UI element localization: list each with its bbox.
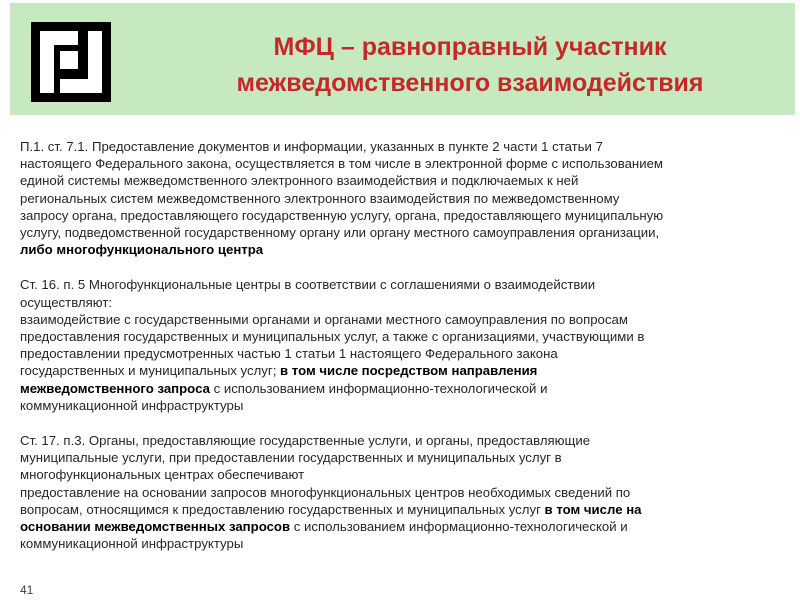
text-line: запросу органа, предоставляющего государственную услугу, органа, предоставляющего муниципальную bbox=[20, 207, 664, 223]
text-line: единой системы межведомственного электронного взаимодействия и подключаемых к ней bbox=[20, 173, 579, 189]
text-line bbox=[20, 241, 780, 258]
text-line: Ст. 17. п.3. Органы, предоставляющие государственные услуги, и органы, предоставляющие bbox=[20, 433, 591, 449]
paragraph-article-7-1 bbox=[20, 138, 780, 258]
text-line: региональных систем межведомственного электронного взаимодействия по межведомственному bbox=[20, 190, 620, 206]
logo-square-inner bbox=[60, 51, 78, 69]
text-line: коммуникационной инфраструктуры bbox=[20, 397, 244, 413]
text-segment: с использованием информационно-технологической и bbox=[290, 519, 628, 535]
page-number: 41 bbox=[20, 583, 34, 597]
bold-phrase: в том числе на bbox=[544, 501, 642, 517]
text-line: Ст. 16. п. 5 Многофункциональные центры в соответствии с соглашениями о взаимодействии bbox=[20, 277, 596, 293]
text-line: предоставлении предусмотренных частью 1 статьи 1 настоящего Федерального закона bbox=[20, 346, 558, 362]
slide-title bbox=[140, 29, 800, 101]
text-line: настоящего Федерального закона, осуществляется в том числе в электронной форме с использованием bbox=[20, 156, 663, 172]
text-line bbox=[20, 362, 780, 379]
text-line: предоставления государственных и муниципальных услуг, а также с организациями, участвующими в bbox=[20, 329, 645, 345]
body-text bbox=[20, 138, 780, 552]
bold-phrase: в том числе посредством направления bbox=[280, 363, 538, 379]
text-segment: государственных и муниципальных услуг; bbox=[20, 363, 281, 379]
text-segment: вопросам, относящимся к предоставлению государственных и муниципальных услуг bbox=[20, 501, 545, 517]
paragraph-article-17 bbox=[20, 432, 780, 552]
text-line bbox=[20, 380, 780, 397]
paragraph-article-16 bbox=[20, 276, 780, 414]
bold-phrase: либо многофункционального центра bbox=[20, 242, 264, 258]
text-line: осуществляют: bbox=[20, 294, 113, 310]
mfc-logo-icon bbox=[31, 22, 111, 102]
title-line-1: МФЦ – равноправный участник bbox=[273, 33, 667, 61]
text-line: муниципальные услуги, при предоставлении государственных и муниципальных услуг в bbox=[20, 450, 562, 466]
text-line: коммуникационной инфраструктуры bbox=[20, 536, 244, 552]
title-line-2: межведомственного взаимодействия bbox=[236, 69, 704, 97]
text-line: П.1. ст. 7.1. Предоставление документов и информации, указанных в пункте 2 части 1 статьи 7 bbox=[20, 139, 603, 154]
text-line: взаимодействие с государственными органами и органами местного самоуправления по вопросам bbox=[20, 311, 628, 327]
text-line: предоставление на основании запросов многофункциональных центров необходимых сведений по bbox=[20, 484, 631, 500]
logo-bar-bottom bbox=[60, 79, 102, 93]
text-segment: с использованием информационно-технологической и bbox=[209, 380, 548, 396]
text-line bbox=[20, 518, 780, 535]
logo-bar-top bbox=[40, 31, 78, 45]
text-line: услугу, подведомственной государственному органу или органу местного самоуправления организации, bbox=[20, 225, 660, 241]
text-line bbox=[20, 501, 780, 518]
header-banner bbox=[10, 3, 795, 115]
bold-phrase: межведомственного запроса bbox=[20, 380, 210, 396]
bold-phrase: основании межведомственных запросов bbox=[20, 519, 291, 535]
text-line: многофункциональных центрах обеспечивают bbox=[20, 467, 305, 483]
